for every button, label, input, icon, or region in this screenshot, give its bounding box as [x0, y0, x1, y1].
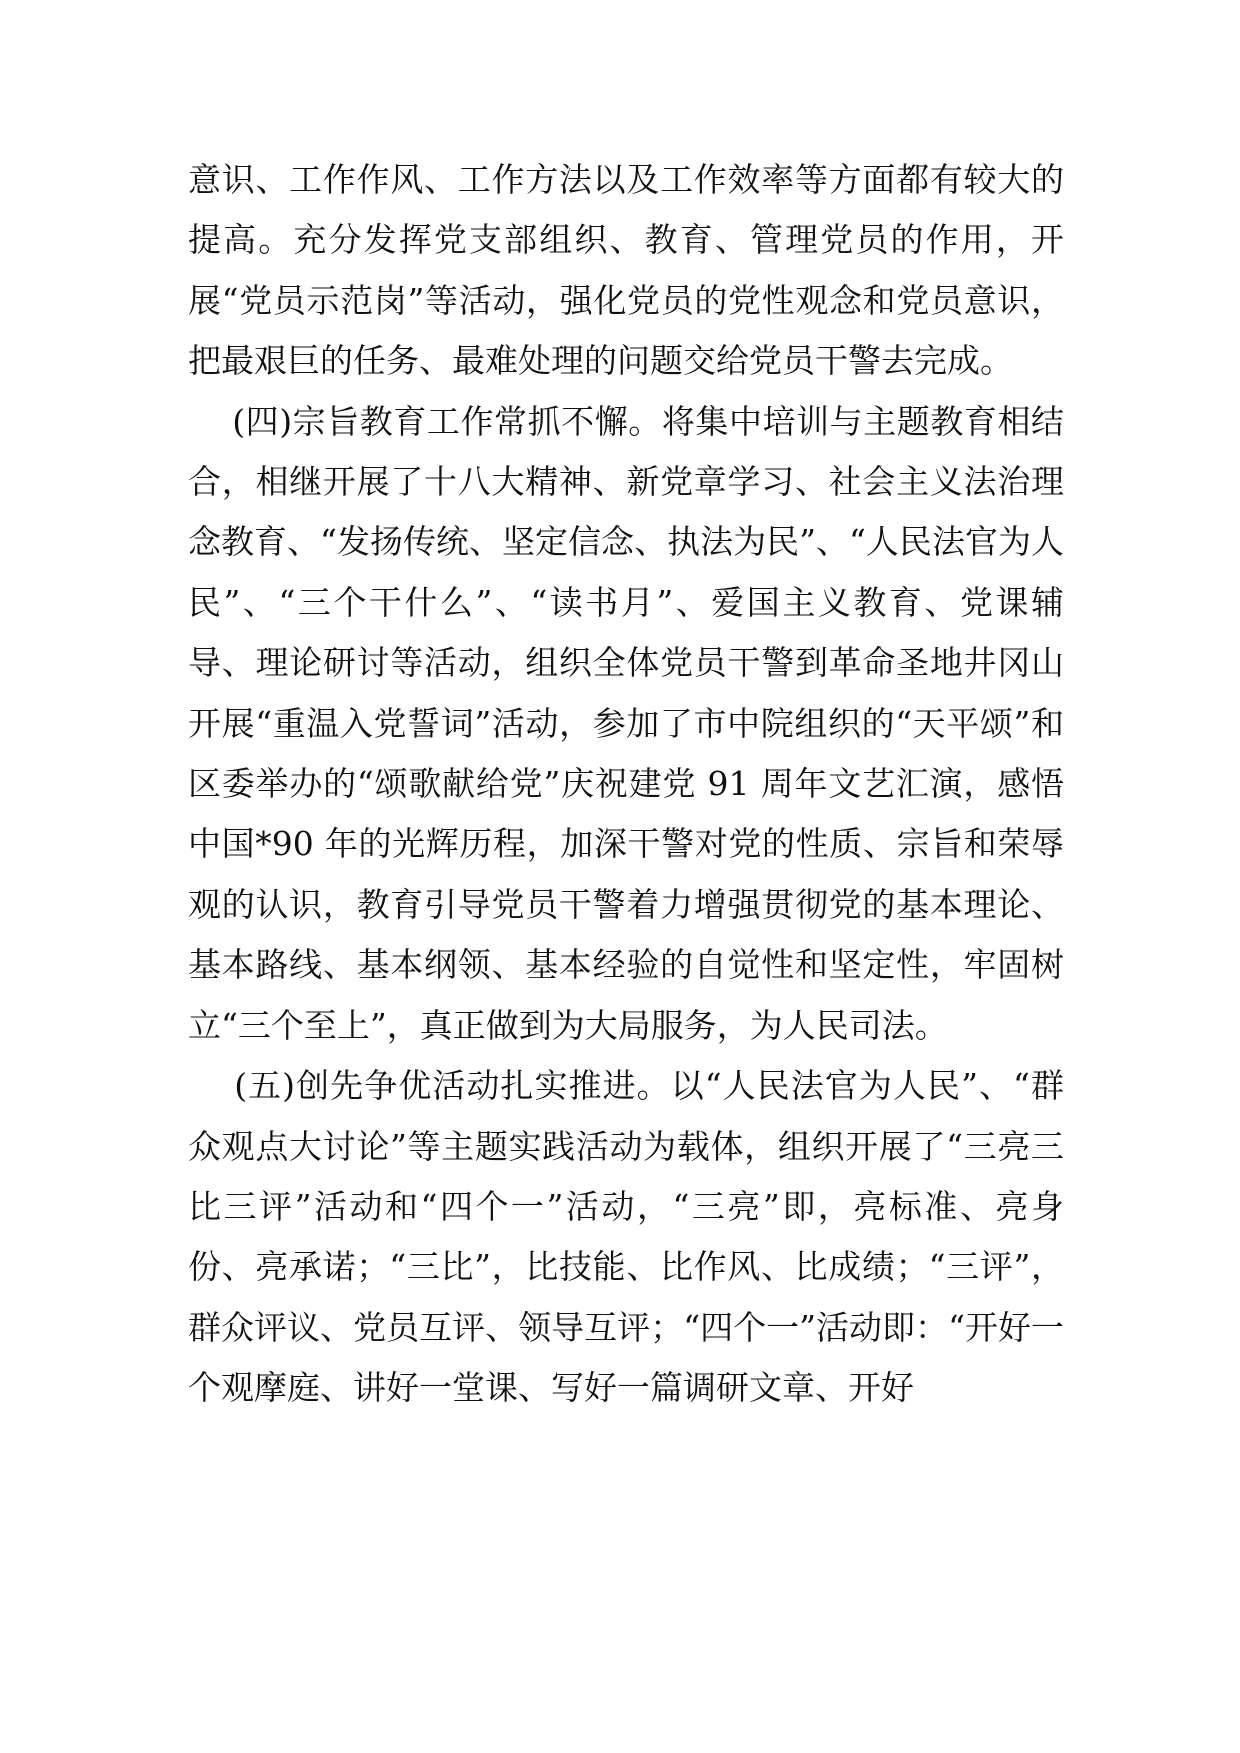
paragraph-section-5: (五)创先争优活动扎实推进。以“人民法官为人民”、“群众观点大讨论”等主题实践活动为载体，组织开展了“三亮三比三评”活动和“四个一”活动，“三亮”即，亮标准、亮身份、亮承诺；“三比”，比技能、比作风、比成绩；“三评”，群众评议、党员互评、领导互评；“四个一”活动即：“开好一个观摩庭、讲好一堂课、写好一篇调研文章、开好: [188, 1066, 1064, 1408]
paragraph-continuation: 意识、工作作风、工作方法以及工作效率等方面都有较大的提高。充分发挥党支部组织、教育、管理党员的作用，开展“党员示范岗”等活动，强化党员的党性观念和党员意识，把最艰巨的任务、最难处理的问题交给党员干警去完成。: [188, 160, 1064, 381]
paragraph-section-4: (四)宗旨教育工作常抓不懈。将集中培训与主题教育相结合，相继开展了十八大精神、新党章学习、社会主义法治理念教育、“发扬传统、坚定信念、执法为民”、“人民法官为人民”、“三个干什么”、“读书月”、爱国主义教育、党课辅导、理论研讨等活动，组织全体党员干警到革命圣地井冈山开展“重温入党誓词”活动，参加了市中院组织的“天平颂”和区委举办的“颂歌献给党”庆祝建党 91 周年文艺汇演，感悟中国*90 年的光辉历程，加深干警对党的性质、宗旨和荣辱观的认识，教育引导党员干警着力增强贯彻党的基本理论、基本路线、基本纲领、基本经验的自觉性和坚定性，牢固树立“三个至上”，真正做到为大局服务，为人民司法。: [188, 401, 1065, 1045]
document-body: [188, 150, 1064, 1419]
